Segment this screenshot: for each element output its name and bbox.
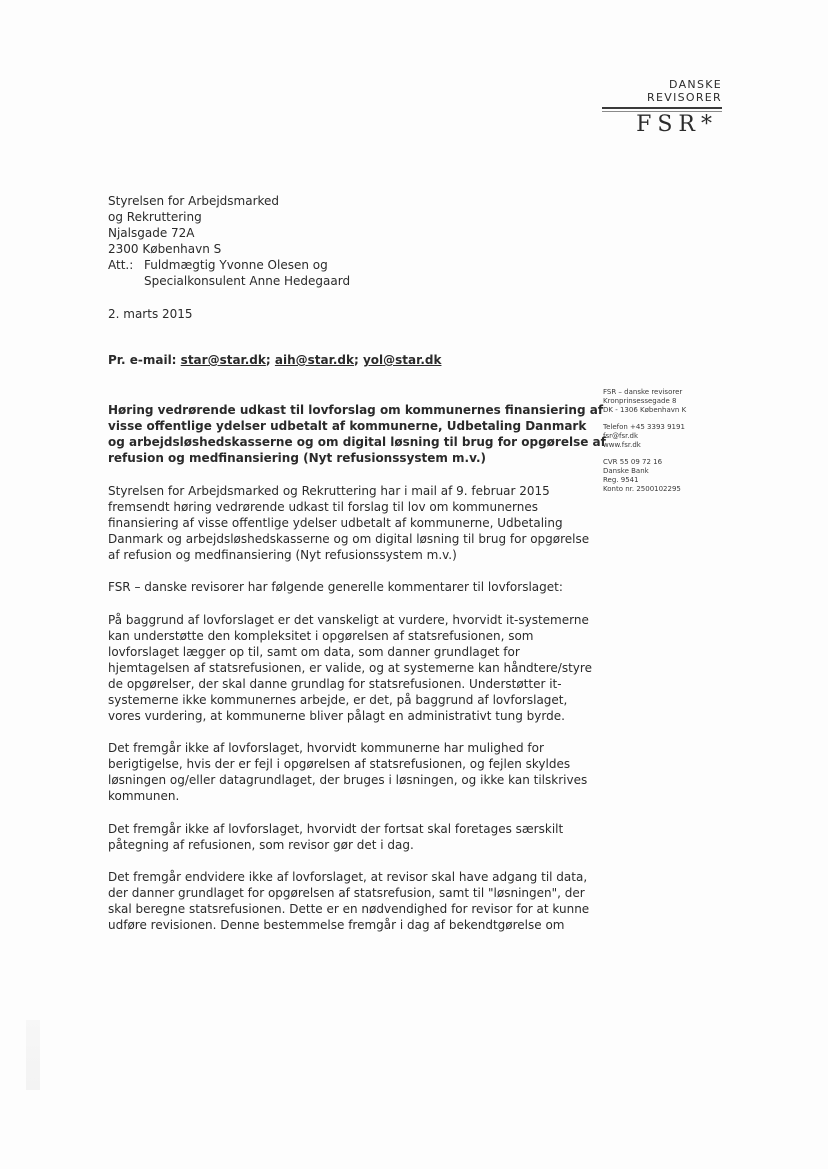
letter-date: 2. marts 2015 [108,307,193,321]
body-paragraph [108,483,590,563]
sender-email: fsr@fsr.dk [603,432,639,440]
sender-phone: Telefon +45 3393 9191 [603,423,685,431]
sender-account: Konto nr. 2500102295 [603,485,681,493]
body-line: Styrelsen for Arbejdsmarked og Rekruttering har i mail af 9. februar 2015 [108,484,550,498]
subject-line: refusion og medfinansiering (Nyt refusionssystem m.v.) [108,451,486,465]
fsr-logo [600,78,722,137]
body-line: kommunen. [108,789,180,803]
subject-line: visse offentlige ydelser udbetalt af kommunerne, Udbetaling Danmark [108,419,587,433]
email-label: Pr. e-mail: [108,353,177,367]
body-line: Danmark og arbejdsløshedskasserne og om digital løsning til brug for opgørelse [108,532,590,546]
body-line: kan understøtte den kompleksitet i opgørelsen af statsrefusionen, som [108,629,534,643]
email-link[interactable]: aih@star.dk [274,353,354,367]
logo-rule [602,107,722,109]
sender-website: www.fsr.dk [603,441,641,449]
body-line: påtegning af refusionen, som revisor gør det i dag. [108,838,414,852]
body-line: FSR – danske revisorer har følgende generelle kommentarer til lovforslaget: [108,580,563,594]
address-line: og Rekruttering [108,210,202,224]
address-line: Njalsgade 72A [108,226,195,240]
body-line: Det fremgår endvidere ikke af lovforslaget, at revisor skal have adgang til data, [108,870,588,884]
body-paragraph [108,612,592,724]
address-line: Styrelsen for Arbejdsmarked [108,194,280,208]
body-line: Det fremgår ikke af lovforslaget, hvorvidt der fortsat skal foretages særskilt [108,822,564,836]
body-line: de opgørelser, der skal danne grundlag for statsrefusionen. Understøtter it- [108,677,562,691]
sender-reg: Reg. 9541 [603,476,639,484]
logo-text-line1: DANSKE [669,78,722,91]
body-line: løsningen og/eller datagrundlaget, der bruges i løsningen, og ikke kan tilskrives [108,773,588,787]
body-line: af refusion og medfinansiering (Nyt refusionssystem m.v.) [108,548,457,562]
logo-text-line2: REVISORER [647,91,722,104]
body-line: vores vurdering, at kommunerne bliver pålagt en administrativt tung byrde. [108,709,565,723]
sender-line: FSR – danske revisorer [603,388,683,396]
attention-name: Specialkonsulent Anne Hedegaard [144,274,351,288]
email-separator: ; [353,353,359,367]
body-line: fremsendt høring vedrørende udkast til forslag til lov om kommunernes [108,500,539,514]
attention-name: Fuldmægtig Yvonne Olesen og [144,258,328,272]
body-line: lovforslaget lægger op til, samt om data, som danner grundlaget for [108,645,520,659]
sender-bank: Danske Bank [603,467,649,475]
attention-label: Att.: [108,258,134,272]
body-line: Det fremgår ikke af lovforslaget, hvorvidt kommunerne har mulighed for [108,741,544,755]
logo-mark: FSR* [636,112,718,137]
body-line: På baggrund af lovforslaget er det vanskeligt at vurdere, hvorvidt it-systemerne [108,613,589,627]
body-line: der danner grundlaget for opgørelsen af statsrefusion, samt til "løsningen", der [108,886,585,900]
body-line: finansiering af visse offentlige ydelser udbetalt af kommunerne, Udbetaling [108,516,563,530]
body-paragraph [108,821,578,853]
sender-cvr: CVR 55 09 72 16 [603,458,663,466]
attention-row [108,273,350,289]
attention-row [108,257,350,273]
sender-line: DK - 1306 København K [603,406,687,414]
sender-info [603,388,686,494]
body-line: berigtigelse, hvis der er fejl i opgørelsen af statsrefusionen, og fejlen skyldes [108,757,571,771]
body-line: skal beregne statsrefusionen. Dette er en nødvendighed for revisor for at kunne [108,902,590,916]
letter-subject [108,402,606,466]
sender-line: Kronprinsessegade 8 [603,397,677,405]
scan-margin-mark [26,1020,40,1090]
email-link[interactable]: yol@star.dk [362,353,442,367]
email-link[interactable]: star@star.dk [180,353,266,367]
recipient-address [108,193,350,289]
email-line [108,352,441,368]
subject-line: Høring vedrørende udkast til lovforslag om kommunernes finansiering af [108,403,604,417]
body-paragraph [108,869,590,933]
body-line: udføre revisionen. Denne bestemmelse fremgår i dag af bekendtgørelse om [108,918,565,932]
email-separator: ; [265,353,271,367]
body-paragraph [108,740,588,804]
subject-line: og arbejdsløshedskasserne og om digital løsning til brug for opgørelse af [108,435,606,449]
body-line: hjemtagelsen af statsrefusionen, er valide, og at systemerne kan håndtere/styre [108,661,592,675]
address-line: 2300 København S [108,242,222,256]
body-line: systemerne ikke kommunernes arbejde, er det, på baggrund af lovforslaget, [108,693,568,707]
body-paragraph [108,579,578,595]
